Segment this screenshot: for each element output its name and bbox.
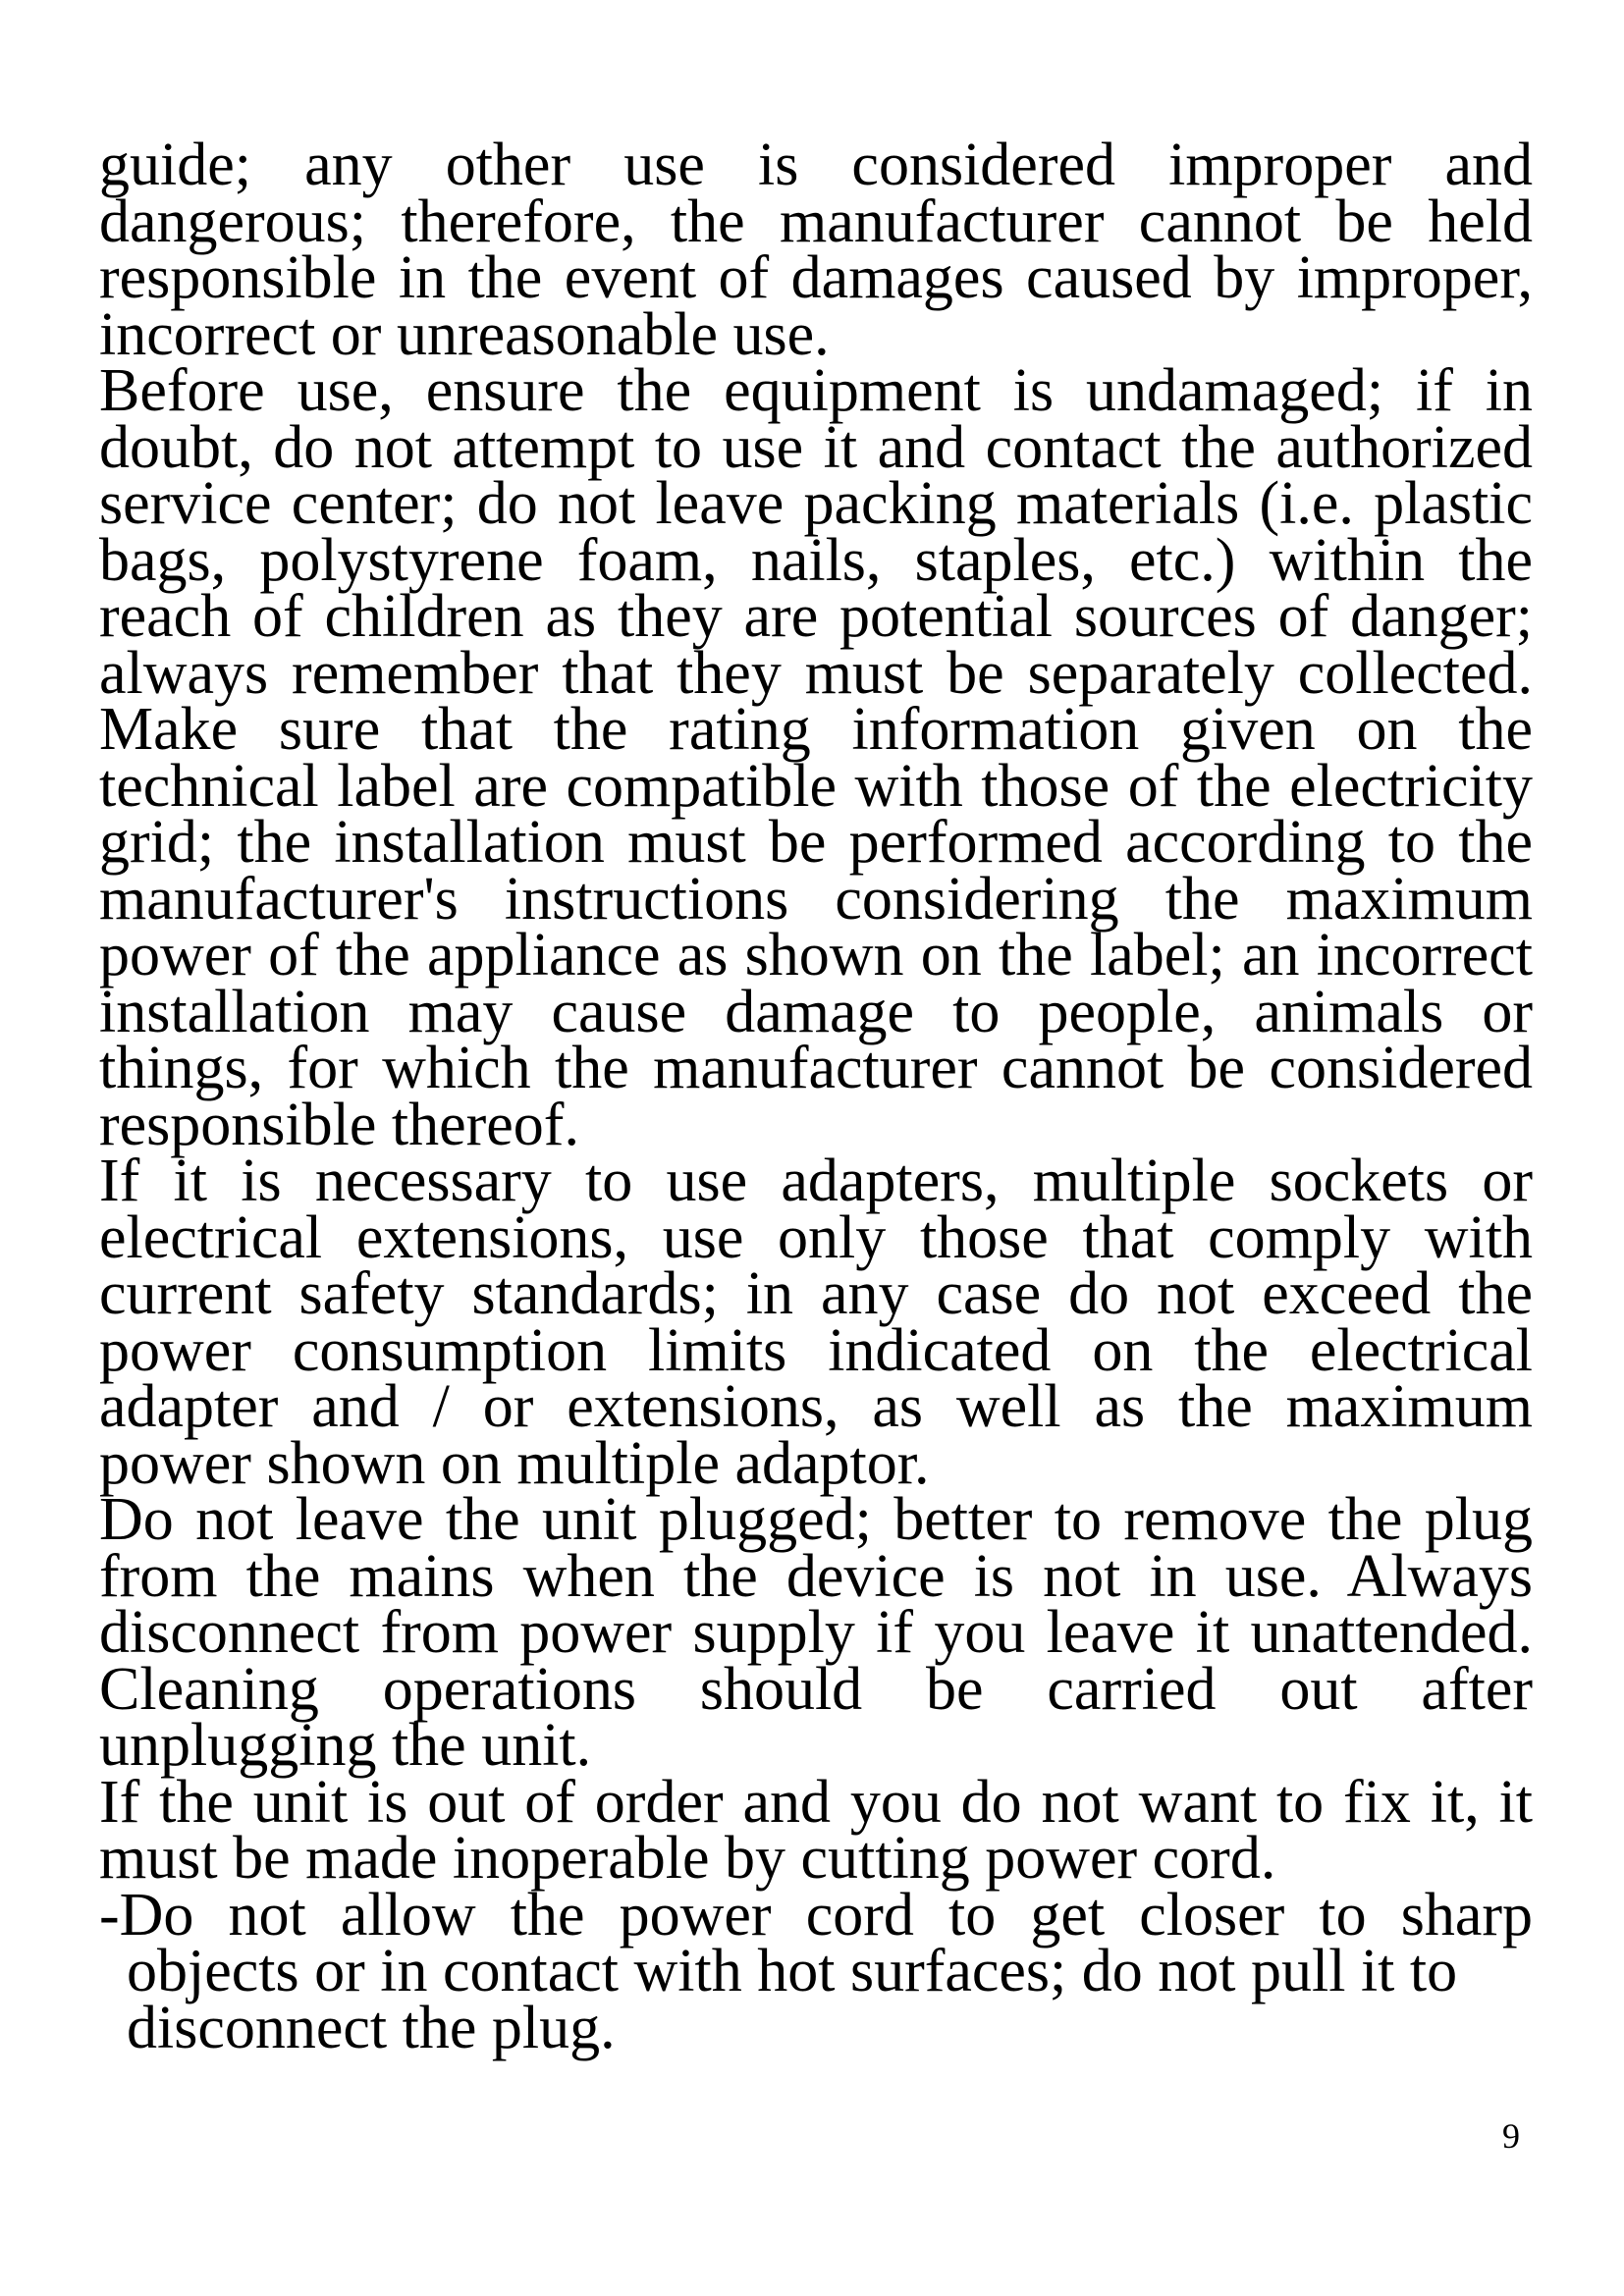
text-line: from the mains when the device is not in use. Always (99, 1542, 1533, 1610)
text-line: disconnect from power supply if you leave it unattended. (99, 1599, 1533, 1666)
text-line: current safety standards; in any case do not exceed the (99, 1260, 1533, 1327)
text-line: must be made inoperable by cutting power cord. (99, 1825, 1276, 1892)
page-number: 9 (1502, 2116, 1520, 2156)
text-line: If it is necessary to use adapters, multiple sockets or (99, 1148, 1533, 1214)
text-line: dangerous; therefore, the manufacturer cannot be held (99, 187, 1533, 255)
text-line: Make sure that the rating information given on the (99, 696, 1533, 763)
text-line: Do not leave the unit plugged; better to remove the plug (99, 1486, 1533, 1553)
bullet-line: -Do not allow the power cord to get closer to sharp (99, 1881, 1533, 1949)
text-line: manufacturer's instructions considering the maximum (99, 865, 1533, 933)
text-line: service center; do not leave packing materials (i.e. plastic (99, 470, 1533, 537)
text-line: adapter and / or extensions, as well as the maximum (99, 1373, 1533, 1440)
text-line: responsible in the event of damages caused by improper, (99, 244, 1533, 311)
text-line: grid; the installation must be performed according to the (99, 809, 1533, 876)
text-line: power of the appliance as shown on the label; an incorrect (99, 922, 1533, 988)
text-line: unplugging the unit. (99, 1712, 592, 1779)
text-line: Cleaning operations should be carried out after (99, 1655, 1533, 1723)
text-line: reach of children as they are potential sources of danger; (99, 583, 1533, 650)
text-line: things, for which the manufacturer cannot be considered (99, 1035, 1533, 1101)
text-line: always remember that they must be separately collected. (99, 639, 1533, 707)
text-line: incorrect or unreasonable use. (99, 300, 830, 368)
text-line: installation may cause damage to people, animals or (99, 978, 1533, 1045)
document-body (99, 132, 1533, 2061)
text-line: doubt, do not attempt to use it and contact the authorized (99, 413, 1533, 481)
text-line: responsible thereof. (99, 1091, 579, 1158)
text-line: bags, polystyrene foam, nails, staples, etc.) within the (99, 526, 1533, 594)
bullet-continuation-line: objects or in contact with hot surfaces; do not pull it to (127, 1938, 1458, 2004)
text-line: Before use, ensure the equipment is undamaged; if in (99, 357, 1533, 424)
text-line: technical label are compatible with those of the electricity (99, 752, 1533, 820)
text-line: electrical extensions, use only those that comply with (99, 1203, 1533, 1271)
text-line: guide; any other use is considered improper and (99, 132, 1533, 198)
text-line: power shown on multiple adaptor. (99, 1429, 930, 1497)
bullet-continuation-line: disconnect the plug. (127, 1994, 616, 2061)
text-line: If the unit is out of order and you do not want to fix it, it (99, 1768, 1533, 1836)
text-line: power consumption limits indicated on the electrical (99, 1316, 1533, 1384)
